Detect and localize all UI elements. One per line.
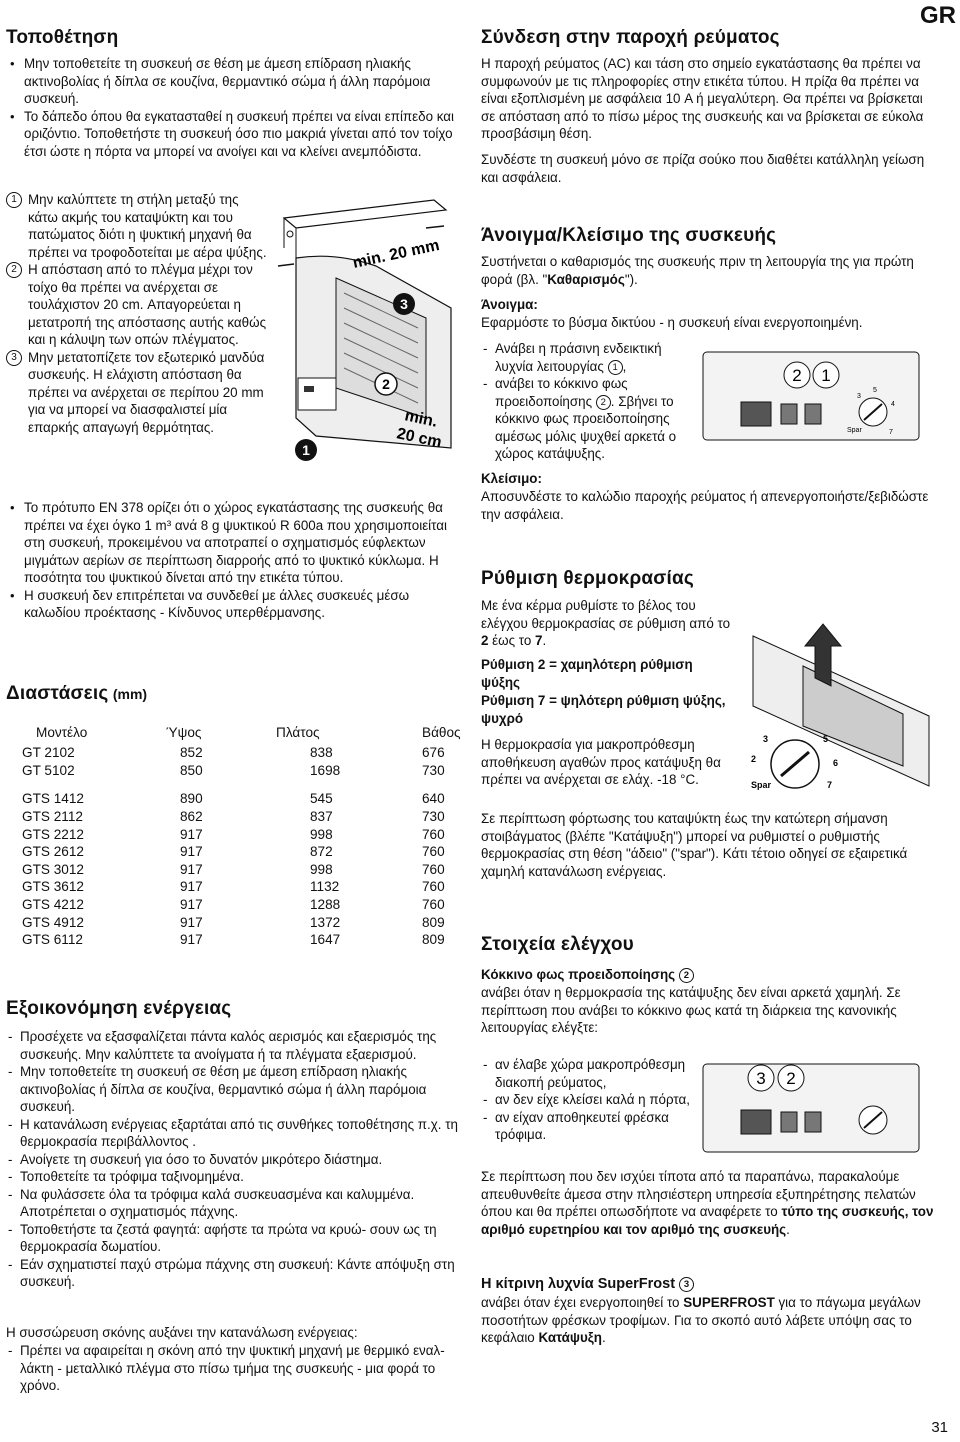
control-panel-figure-2 bbox=[701, 1052, 923, 1156]
table-cell: GTS 4212 bbox=[22, 897, 84, 913]
table-cell: GTS 1412 bbox=[22, 791, 84, 807]
min-label: min. bbox=[403, 407, 439, 431]
panel-marker-1: 1 bbox=[821, 366, 831, 385]
table-cell: GTS 2612 bbox=[22, 844, 84, 860]
note-text: Μην μετατοπίζετε τον εξωτερικό μανδύα συσκευής. Η ελάχιστη απόσταση θα πρέπει να ανέρχεται σε περίπου 20 mm για να μπορεί να διασφαλιστεί μία επαρκής απαγωγή θερμότητας. bbox=[28, 349, 265, 435]
energy-dash-item: - Προσέχετε να εξασφαλίζεται πάντα καλός αερισμός και εξαερισμός της συσκευής. Μην καλύπτετε τα ανοίγματα ή τα πλέγματα εξαερισμού. bbox=[6, 1028, 461, 1063]
energy-dash-item: - Η κατανάλωση ενέργειας εξαρτάται από τις συνθήκες τοποθέτησης π.χ. τη θερμοκρασία περιβάλλοντος . bbox=[6, 1116, 461, 1151]
red-dash: - αν έλαβε χώρα μακροπρόθεσμη διακοπή ρεύματος, bbox=[481, 1056, 691, 1091]
dial2-spar: Spar bbox=[751, 780, 772, 790]
open-close-title: Άνοιγμα/Κλείσιμο της συσκευής bbox=[481, 225, 777, 246]
power-paragraph-2: Συνδέστε τη συσκευή μόνο σε πρίζα σούκο που διαθέτει κατάλληλη γείωση και ασφάλεια. bbox=[481, 152, 925, 185]
setting-7-note: Ρύθμιση 7 = ψηλότερη ρύθμιση ψύξης, ψυχρό bbox=[481, 693, 726, 726]
table-cell: 1647 bbox=[310, 932, 341, 948]
table-cell: 917 bbox=[180, 932, 203, 948]
energy-dash-item: - Τοποθετήστε τα ζεστά φαγητά: αφήστε τα πρώτα να κρυώ- σουν ως τη θερμοκρασία δωματίου. bbox=[6, 1221, 461, 1256]
open-subtitle: Άνοιγμα: bbox=[481, 297, 538, 312]
table-cell: 1698 bbox=[310, 762, 341, 778]
table-cell: 917 bbox=[180, 844, 203, 860]
table-cell: 676 bbox=[422, 745, 445, 761]
temperature-title: Ρύθμιση θερμοκρασίας bbox=[481, 568, 694, 589]
placement-bullet: • Μην τοποθετείτε τη συσκευή σε θέση με άμεση επίδραση ηλιακής ακτινοβολίας ή δίπλα σε κουζίνα, θερμαντικό σώμα ή άλλη παρόμοια συσκευή. bbox=[6, 55, 461, 108]
energy-dash-item: - Μην τοποθετείτε τη συσκευή σε θέση με άμεση επίδραση ηλιακής ακτινοβολίας ή δίπλα σε κουζίνα, θερμαντικό σώμα ή άλλη παρόμοια συσκευή. bbox=[6, 1063, 461, 1116]
close-paragraph: Αποσυνδέστε το καλώδιο παροχής ρεύματος ή απενεργοποιήστε/ξεβιδώστε την ασφάλεια. bbox=[481, 489, 929, 522]
close-subtitle: Κλείσιμο: bbox=[481, 471, 542, 486]
table-row bbox=[22, 843, 492, 861]
table-cell: GTS 4912 bbox=[22, 914, 84, 930]
header-depth: Βάθος bbox=[422, 724, 461, 740]
open-paragraph-2: Εφαρμόστε το βύσμα δικτύου - η συσκευή είναι ενεργοποιημένη. bbox=[481, 315, 863, 330]
dial-7: 7 bbox=[889, 429, 893, 436]
min-20mm-label: min. 20 mm bbox=[351, 236, 441, 272]
table-cell: 809 bbox=[422, 914, 445, 930]
table-cell: 809 bbox=[422, 932, 445, 948]
table-cell: GTS 6112 bbox=[22, 932, 83, 948]
table-row bbox=[22, 808, 492, 826]
table-cell: 837 bbox=[310, 809, 333, 825]
panel2-marker-2: 2 bbox=[786, 1069, 796, 1088]
table-cell: 838 bbox=[310, 745, 333, 761]
table-cell: 1132 bbox=[310, 879, 340, 895]
table-row bbox=[22, 896, 492, 914]
power-title: Σύνδεση στην παροχή ρεύματος bbox=[481, 27, 780, 48]
table-row bbox=[22, 744, 492, 762]
table-cell: 890 bbox=[180, 791, 203, 807]
temperature-dial-figure bbox=[743, 616, 933, 804]
temperature-paragraph: Με ένα κέρμα ρυθμίστε το βέλος του ελέγχου θερμοκρασίας σε ρύθμιση από το 2 έως το 7. bbox=[481, 598, 731, 648]
table-cell: 1288 bbox=[310, 897, 341, 913]
note-text: Η απόσταση από το πλέγμα μέχρι τον τοίχο θα πρέπει να ανέρχεται σε τουλάχιστον 20 cm. Απαγορεύεται η μετατροπή της απόστασης αυτής καθώς και η κάλυψη των οπών πλέγματος. bbox=[28, 262, 267, 347]
dial-spar: Spar bbox=[847, 427, 862, 434]
table-cell: 998 bbox=[310, 861, 333, 877]
open-dash-2: - ανάβει το κόκκινο φως προειδοποίησης 2 . Σβήνει το κόκκινο φως προειδοποίησης αμέσως μόλις ψυχθεί αρκετά ο χώρος κατάψυξης. bbox=[481, 375, 696, 463]
red-dash: - αν δεν είχε κλείσει καλά η πόρτα, bbox=[481, 1091, 691, 1109]
setting-2-note: Ρύθμιση 2 = χαμηλότερη ρύθμιση ψύξης bbox=[481, 657, 693, 690]
table-cell: GT 5102 bbox=[22, 762, 75, 778]
note-text: Μην καλύπτετε τη στήλη μεταξύ της κάτω ακμής του καταψύκτη και του πατώματος διότι η ψυκτική μηχανή θα πρέπει να τροφοδοτείται με αέρα ψύξης. bbox=[28, 192, 267, 260]
superfrost-subtitle: Η κίτρινη λυχνία SuperFrost 3 bbox=[481, 1276, 694, 1294]
table-cell: GT 2102 bbox=[22, 745, 75, 761]
dust-dash: - Πρέπει να αφαιρείται η σκόνη από την ψυκτική μηχανή με θερμικό εναλ- λάκτη - μεταλλικό πλέγμα στο πίσω τμήμα της συσκευής - μια φορά το χρόνο. bbox=[6, 1342, 461, 1395]
table-cell: 998 bbox=[310, 826, 333, 842]
table-cell: GTS 3612 bbox=[22, 879, 84, 895]
dial-3: 3 bbox=[857, 393, 861, 400]
table-cell: 872 bbox=[310, 844, 333, 860]
figure-marker-2: 2 bbox=[382, 376, 390, 392]
figure-marker-3: 3 bbox=[400, 296, 408, 312]
note-number: 2 bbox=[6, 262, 22, 278]
header-height: Ύψος bbox=[166, 724, 202, 740]
panel2-marker-3: 3 bbox=[756, 1069, 766, 1088]
power-paragraph: Η παροχή ρεύματος (AC) και τάση στο σημείο εγκατάστασης θα πρέπει να συμφωνούν με τις πληροφορίες στην ετικέτα τύπου. Η πρίζα θα πρέπει να είναι εξοπλισμένη με ασφάλεια 10 A ή μεγαλύτερη. Θα πρέπει να βρίσκεται σε απόσταση από το πίσω μέρος της συσκευής και να βρίσκεται σε εύκολα προσβάσιμη θέση. bbox=[481, 56, 924, 141]
note-number: 1 bbox=[6, 192, 22, 208]
control-panel-figure bbox=[701, 342, 923, 444]
table-row bbox=[22, 931, 492, 949]
header-width: Πλάτος bbox=[276, 724, 320, 740]
table-row bbox=[22, 825, 492, 843]
dial2-6: 6 bbox=[833, 758, 839, 768]
dial2-7: 7 bbox=[827, 780, 833, 790]
energy-list bbox=[6, 1028, 461, 1291]
superfrost-paragraph: ανάβει όταν έχει ενεργοποιηθεί το SUPERFROST για το πάγωμα μεγάλων ποσοτήτων φρέσκων τροφίμων. Για το σκοπό αυτό λάβετε υπόψη σας το κεφάλαιο Κατάψυξη. bbox=[481, 1295, 921, 1345]
dial2-2: 2 bbox=[751, 754, 757, 764]
norm-bullet: • Το πρότυπο EN 378 ορίζει ότι ο χώρος εγκατάστασης της συσκευής θα πρέπει να έχει όγκο 1 m³ ανά 8 g ψυκτικού R 600a που χρησιμοποιείται στη συσκευή, προκειμένου να αποτραπεί ο σχηματισμός εύφλεκτων μιγμάτων αερίων σε περίπτωση διαρροής από το ψυκτικό κύκλωμα. Η ποσότητα του ψυκτικού δίνεται από την ετικέτα τύπου. bbox=[6, 499, 461, 587]
table-cell: 852 bbox=[180, 745, 203, 761]
table-cell: 917 bbox=[180, 826, 203, 842]
open-paragraph: Συστήνεται ο καθαρισμός της συσκευής πριν τη λειτουργία της για πρώτη φορά (βλ. "Καθαρισμός"). bbox=[481, 254, 914, 287]
dial-4: 4 bbox=[891, 401, 895, 408]
table-cell: 917 bbox=[180, 897, 203, 913]
service-paragraph: Σε περίπτωση που δεν ισχύει τίποτα από τα παραπάνω, παρακαλούμε απευθυνθείτε άμεσα στην πλησιέστερη υπηρεσία εξυπηρέτησης πελατών όπου και θα πρέπει οπωσδήποτε να αναφέρετε το τύπο της συσκευής, τον αριθμό ευρετηρίου και τον αριθμό της συσκευής. bbox=[481, 1169, 934, 1237]
dimensions-heading bbox=[6, 683, 147, 705]
table-cell: 917 bbox=[180, 861, 203, 877]
page-number: 31 bbox=[931, 1419, 948, 1436]
table-cell: 760 bbox=[422, 897, 445, 913]
note-number: 3 bbox=[6, 350, 22, 366]
dial2-3: 3 bbox=[763, 734, 769, 744]
energy-dash-item: - Ανοίγετε τη συσκευή για όσο το δυνατόν μικρότερο διάστημα. bbox=[6, 1151, 461, 1169]
table-cell: 760 bbox=[422, 861, 445, 877]
table-row bbox=[22, 861, 492, 879]
table-row bbox=[22, 762, 492, 780]
header-model: Μοντέλο bbox=[36, 724, 88, 740]
freezer-installation-figure bbox=[276, 188, 461, 478]
table-row bbox=[22, 878, 492, 896]
table-cell: GTS 3012 bbox=[22, 861, 84, 877]
figure-marker-1: 1 bbox=[302, 442, 310, 458]
table-cell: 730 bbox=[422, 762, 445, 778]
dimensions-table bbox=[22, 720, 492, 949]
table-cell: 1372 bbox=[310, 914, 341, 930]
table-cell: 917 bbox=[180, 879, 203, 895]
energy-dash-item: - Τοποθετείτε τα τρόφιμα ταξινομημένα. bbox=[6, 1168, 461, 1186]
table-cell: 850 bbox=[180, 762, 203, 778]
dimensions-title: Διαστάσεις bbox=[6, 683, 109, 704]
dial2-5: 5 bbox=[823, 734, 829, 744]
table-cell: 640 bbox=[422, 791, 445, 807]
table-cell: 862 bbox=[180, 809, 203, 825]
red-dash: - αν είχαν αποθηκευτεί φρέσκα τρόφιμα. bbox=[481, 1109, 691, 1144]
open-dash-1: - Ανάβει η πράσινη ενδεικτική λυχνία λειτουργίας 1 , bbox=[481, 340, 696, 375]
temperature-paragraph-3: Σε περίπτωση φόρτωσης του καταψύκτη έως την κατώτερη σήμανση στοιβάγματος (βλέπε "Κατάψυξη") μπορεί να ρυθμιστεί ο ρυθμιστής θερμοκρασίας στη θέση "άδειο" ("spar"). Κάτι τέτοιο οδηγεί σε εξαιρετικά χαμηλή κατανάλωση ενέργειας. bbox=[481, 811, 908, 879]
table-cell: 545 bbox=[310, 791, 333, 807]
controls-title: Στοιχεία ελέγχου bbox=[481, 934, 634, 955]
dial-5: 5 bbox=[873, 387, 877, 394]
norm-bullet: • Η συσκευή δεν επιτρέπεται να συνδεθεί με άλλες συσκευές μέσω καλωδίου προέκτασης - Κίνδυνος υπερθέρμανσης. bbox=[6, 587, 461, 622]
panel-marker-2: 2 bbox=[792, 366, 802, 385]
table-cell: GTS 2212 bbox=[22, 826, 84, 842]
table-cell: 760 bbox=[422, 879, 445, 895]
dust-intro: Η συσσώρευση σκόνης αυξάνει την κατανάλωση ενέργειας: bbox=[6, 1325, 358, 1340]
red-light-subtitle: Κόκκινο φως προειδοποίησης 2 bbox=[481, 966, 694, 984]
table-cell: 760 bbox=[422, 844, 445, 860]
dimensions-unit: (mm) bbox=[112, 686, 148, 702]
table-cell: GTS 2112 bbox=[22, 809, 83, 825]
red-light-paragraph: ανάβει όταν η θερμοκρασία της κατάψυξης δεν είναι αρκετά χαμηλή. Σε περίπτωση που ανάβει το κόκκινο φως κατά τη διάρκεια της κανονικής λειτουργίας ελέγξτε: bbox=[481, 985, 901, 1035]
min-20cm-label: 20 cm bbox=[395, 425, 444, 452]
table-cell: 760 bbox=[422, 826, 445, 842]
placement-title: Τοποθέτηση bbox=[6, 27, 119, 48]
placement-bullet: • Το δάπεδο όπου θα εγκατασταθεί η συσκευή πρέπει να είναι επίπεδο και οριζόντιο. Τοποθετήστε τη συσκευή όσο πιο μακριά γίνεται από τον τοίχο έτσι ώστε η πόρτα να μπορεί να ανοίγει και να κλείνει ανεμπόδιστα. bbox=[6, 108, 461, 161]
table-cell: 730 bbox=[422, 809, 445, 825]
table-row bbox=[22, 913, 492, 931]
temperature-paragraph-2: Η θερμοκρασία για μακροπρόθεσμη αποθήκευση αγαθών προς κατάψυξη θα πρέπει να ανέρχεται σε ελάχ. -18 °C. bbox=[481, 737, 721, 787]
energy-dash-item: - Να φυλάσσετε όλα τα τρόφιμα καλά συσκευασμένα και καλυμμένα. Αποτρέπεται ο σχηματισμός πάχνης. bbox=[6, 1186, 461, 1221]
table-cell: 917 bbox=[180, 914, 203, 930]
table-row bbox=[22, 790, 492, 808]
energy-title: Εξοικονόμηση ενέργειας bbox=[6, 998, 232, 1019]
language-tag: GR bbox=[920, 2, 956, 29]
energy-dash-item: - Εάν σχηματιστεί παχύ στρώμα πάχνης στη συσκευή: Κάντε απόψυξη στη συσκευή. bbox=[6, 1256, 461, 1291]
